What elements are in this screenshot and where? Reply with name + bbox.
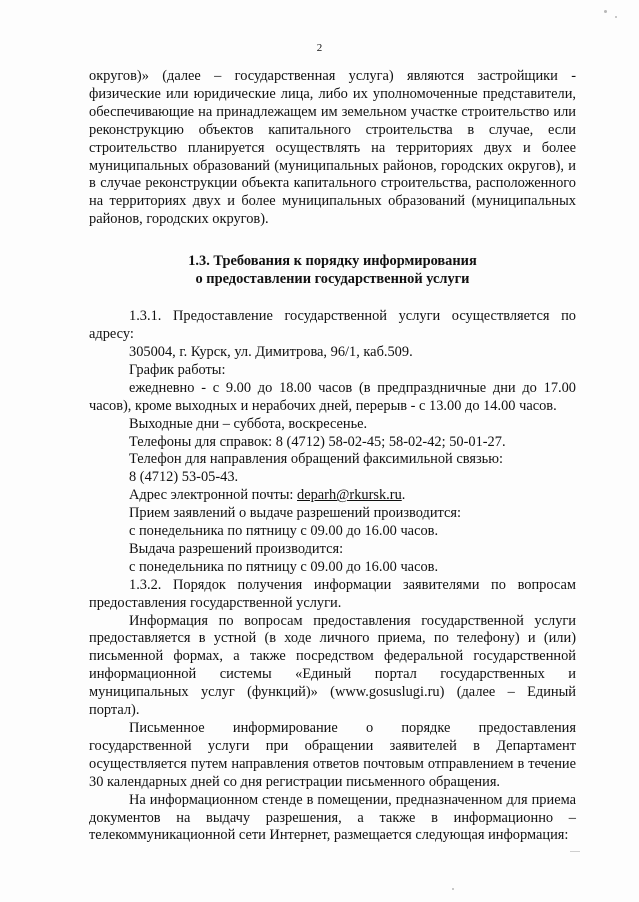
info-stand-paragraph: На информационном стенде в помещении, предназначенном для приема документов на выдачу разрешения, а также в информационно – телекоммуникационной сети Интернет, размещается следующая информация: [89, 791, 576, 844]
section-heading-line-2: о предоставлении государственной услуги [195, 271, 470, 288]
info-paragraph: Информация по вопросам предоставления государственной услуги предоставляется в устной (в ходе личного приема, по телефону) и (или) письменной формах, а также посредством федеральной государственной информационной системы «Единый портал государственных и муниципальных услуг (функций)» (www.gosuslugi.ru) (далее – Единый портал). [89, 612, 576, 719]
clause-1-3-2: 1.3.2. Порядок получения информации заявителями по вопросам предоставления государственной услуги. [89, 576, 576, 611]
applications-label: Прием заявлений о выдаче разрешений производится: [129, 505, 462, 522]
scan-speck [615, 16, 617, 18]
written-info-paragraph: Письменное информирование о порядке предоставления государственной услуги при обращении заявителей в Департамент осуществляется путем направления ответов почтовым отправлением в течение 30 календарных дней со дня регистрации письменного обращения. [89, 720, 576, 790]
address: 305004, г. Курск, ул. Димитрова, 96/1, каб.509. [129, 343, 413, 360]
document-body [89, 68, 576, 845]
issuance-time: с понедельника по пятницу с 09.00 до 16.00 часов. [129, 558, 439, 575]
schedule-text: ежедневно - с 9.00 до 18.00 часов (в предпраздничные дни до 17.00 часов), кроме выходных и нерабочих дней, перерыв - с 13.00 до 14.00 часов. [89, 379, 576, 414]
schedule-label: График работы: [129, 361, 226, 378]
fax-number: 8 (4712) 53-05-43. [129, 469, 239, 486]
scan-speck [452, 888, 454, 890]
email-line [89, 487, 576, 505]
scan-speck [604, 10, 607, 13]
page-number: 2 [316, 42, 323, 54]
section-heading-line-1: 1.3. Требования к порядку информирования [188, 253, 477, 270]
clause-1-3-1: 1.3.1. Предоставление государственной услуги осуществляется по адресу: [89, 308, 576, 343]
email-end: . [401, 487, 406, 504]
section-heading [89, 252, 576, 288]
scan-line [570, 851, 580, 852]
phones: Телефоны для справок: 8 (4712) 58-02-45; 58-02-42; 50-01-27. [129, 433, 506, 450]
email-label: Адрес электронной почты: [129, 487, 297, 504]
issuance-label: Выдача разрешений производится: [129, 540, 344, 557]
email-link[interactable]: deparh@rkursk.ru [297, 487, 402, 504]
applications-time: с понедельника по пятницу с 09.00 до 16.00 часов. [129, 523, 439, 540]
days-off: Выходные дни – суббота, воскресенье. [129, 415, 368, 432]
intro-paragraph: округов)» (далее – государственная услуга) являются застройщики - физические или юридические лица, либо их уполномоченные представители, обеспечивающие на принадлежащем им земельном участке строительство или реконструкцию объектов капитального строительства в случае, если строительство планируется осуществлять на территориях двух и более муниципальных образований (муниципальных районов, городских округов), и в случае реконструкции объекта капитального строительства, расположенного на территориях двух и более муниципальных образований (муниципальных районов, городских округов). [89, 68, 576, 228]
fax-label: Телефон для направления обращений факсимильной связью: [129, 451, 503, 468]
